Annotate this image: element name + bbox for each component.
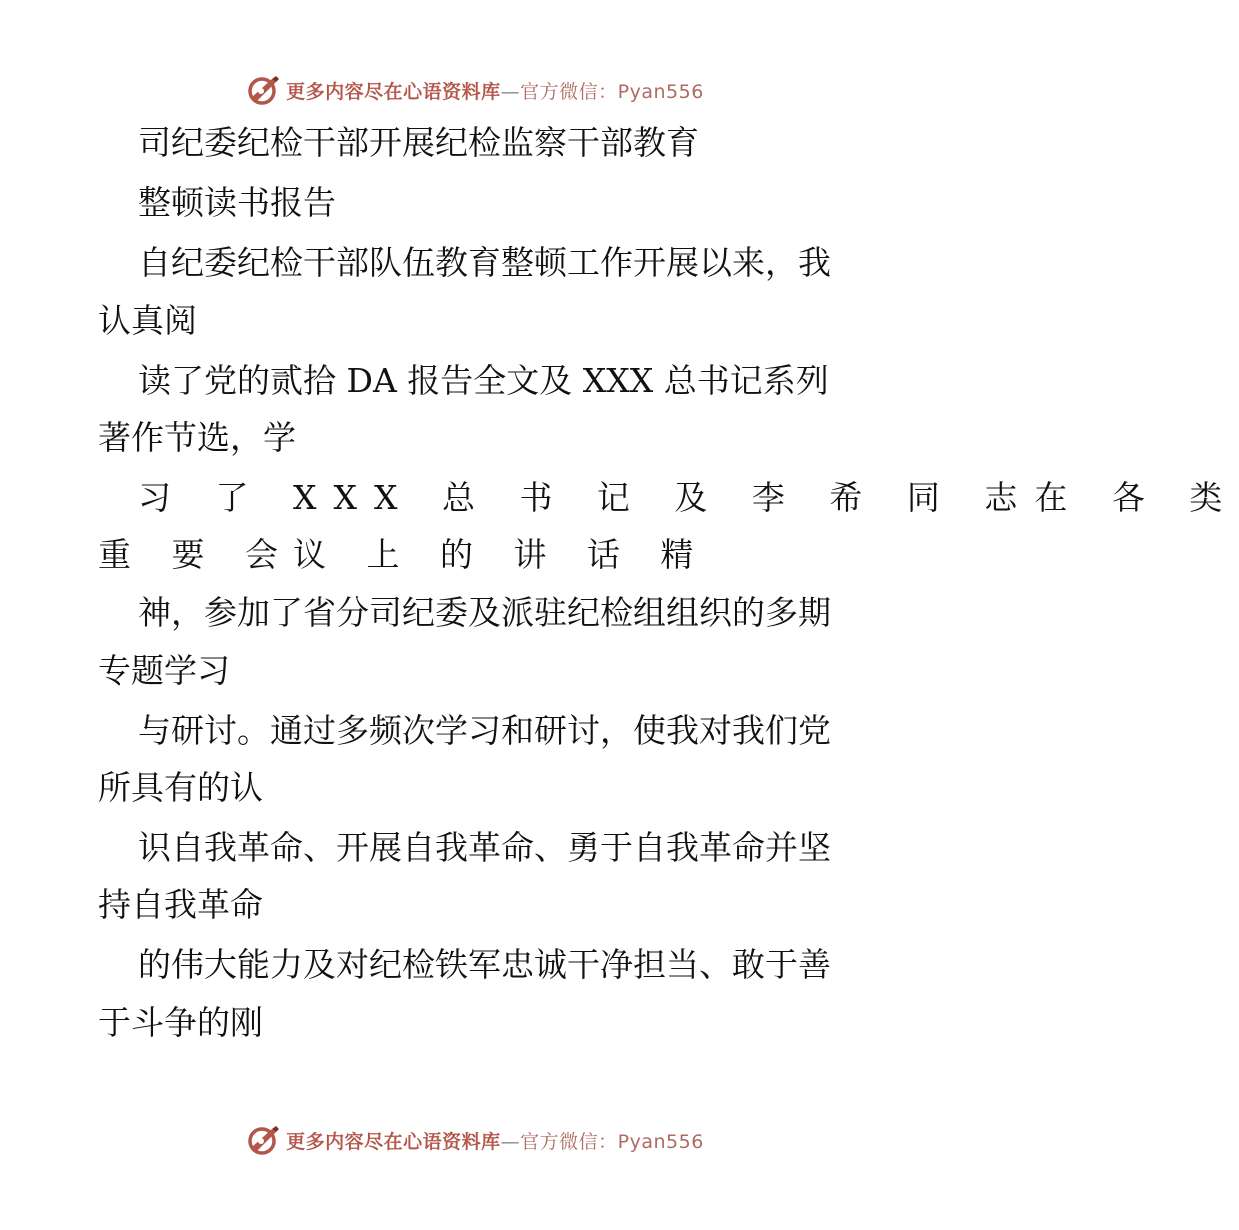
header-banner (0, 70, 950, 110)
text-line: 司纪委纪检干部开展纪检监察干部教育 (138, 123, 699, 162)
footer-banner (0, 1120, 950, 1160)
banner-wechat-text: 官方微信：Pyan556 (520, 1130, 704, 1153)
text-line: 整顿读书报告 (138, 183, 336, 222)
pen-logo-icon (246, 1123, 280, 1157)
text-line: 认真阅 (98, 301, 197, 340)
text-line: 习 了 XXX 总 书 记 及 李 希 同 志在 各 类 (138, 478, 1239, 517)
text-line: 识自我革命、开展自我革命、勇于自我革命并坚 (138, 828, 831, 867)
text-line: 所具有的认 (98, 768, 263, 807)
text-line: 持自我革命 (98, 885, 263, 924)
text-line: 专题学习 (98, 651, 230, 690)
text-line: 读了党的贰拾 DA 报告全文及 XXX 总书记系列 (138, 361, 829, 400)
text-line: 与研讨。通过多频次学习和研讨，使我对我们党 (138, 711, 831, 750)
banner-text (286, 77, 704, 104)
text-line: 于斗争的刚 (98, 1003, 263, 1042)
text-line: 重 要 会议 上 的 讲 话 精 (98, 535, 709, 574)
banner-main-text: 更多内容尽在心语资料库 (286, 80, 501, 103)
banner-separator: — (500, 1130, 521, 1153)
banner-separator: — (500, 80, 521, 103)
banner-content (246, 1123, 704, 1157)
banner-content (246, 73, 704, 107)
pen-logo-icon (246, 73, 280, 107)
banner-main-text: 更多内容尽在心语资料库 (286, 1130, 501, 1153)
banner-wechat-text: 官方微信：Pyan556 (520, 80, 704, 103)
text-line: 自纪委纪检干部队伍教育整顿工作开展以来，我 (138, 243, 831, 282)
text-line: 著作节选，学 (98, 418, 296, 457)
banner-text (286, 1127, 704, 1154)
text-line: 神，参加了省分司纪委及派驻纪检组组织的多期 (138, 593, 831, 632)
text-line: 的伟大能力及对纪检铁军忠诚干净担当、敢于善 (138, 945, 831, 984)
